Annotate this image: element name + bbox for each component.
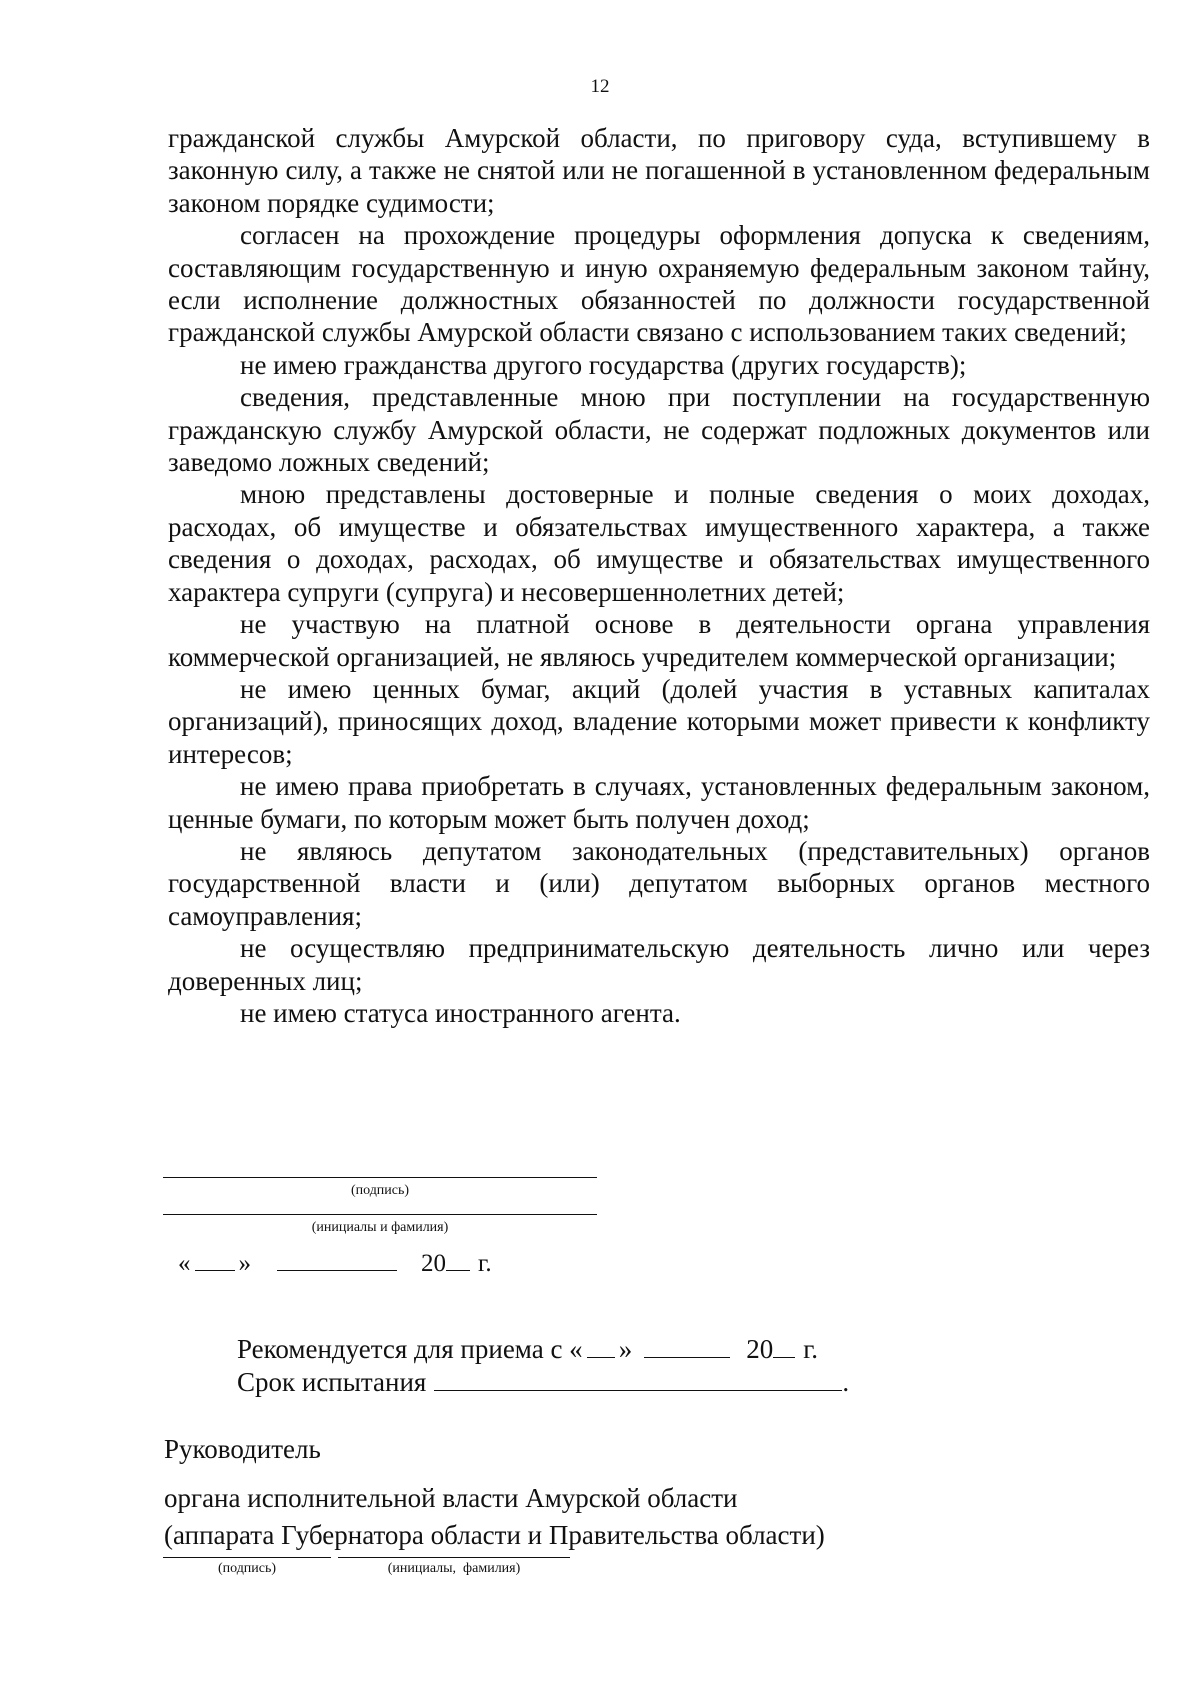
head-signature-line xyxy=(163,1557,331,1558)
name-line xyxy=(163,1214,597,1215)
head-title-line1: Руководитель xyxy=(164,1434,321,1464)
recommend-year-prefix: 20 xyxy=(746,1334,774,1364)
signature-line xyxy=(163,1177,597,1178)
declaration-paragraph: не осуществляю предпринимательскую деятельность лично или через доверенных лиц; xyxy=(168,933,1150,996)
date-year-prefix: 20 xyxy=(421,1250,446,1277)
probation-line xyxy=(237,1367,849,1398)
recommend-year-suffix: г. xyxy=(803,1334,818,1364)
probation-blank xyxy=(434,1389,842,1391)
declaration-paragraph: гражданской службы Амурской области, по приговору суда, вступившему в законную силу, а также не снятой или не погашенной в установленном федеральным законом порядке судимости; xyxy=(168,123,1150,218)
declaration-paragraph: не имею гражданства другого государства (других государств); xyxy=(240,349,967,380)
date-close-quote: » xyxy=(238,1250,251,1277)
recommend-close-quote: » xyxy=(618,1334,633,1364)
applicant-date-line xyxy=(178,1250,492,1278)
declaration-paragraph: не имею ценных бумаг, акций (долей участия в уставных капиталах организаций), приносящих доход, владение которыми может привести к конфликту интересов; xyxy=(168,673,1150,769)
recommend-month-blank xyxy=(644,1356,730,1358)
declaration-body xyxy=(168,122,1150,1029)
declaration-paragraph: не являюсь депутатом законодательных (представительных) органов государственной власти и (или) депутатом выборных органов местного самоуправления; xyxy=(168,835,1150,931)
head-title-line3: (аппарата Губернатора области и Правительства области) xyxy=(164,1520,825,1550)
date-open-quote: « xyxy=(178,1250,191,1277)
recommend-day-blank xyxy=(587,1356,615,1358)
name-caption: (инициалы и фамилия) xyxy=(311,1220,449,1235)
head-signature-block xyxy=(164,1431,825,1554)
date-year-suffix: г. xyxy=(478,1250,492,1277)
recommendation-line xyxy=(237,1334,818,1365)
day-blank xyxy=(195,1269,235,1271)
declaration-paragraph: не имею права приобретать в случаях, установленных федеральным законом, ценные бумаги, по которым может быть получен доход; xyxy=(168,771,1150,834)
head-signature-caption: (подпись) xyxy=(217,1561,277,1576)
month-blank xyxy=(277,1269,397,1271)
declaration-paragraph: не участвую на платной основе в деятельности органа управления коммерческой организацией, не являюсь учредителем коммерческой организации; xyxy=(168,609,1150,672)
recommend-prefix: Рекомендуется для приема с « xyxy=(237,1334,583,1364)
declaration-paragraph: сведения, представленные мною при поступлении на государственную гражданскую службу Амурской области, не содержат подложных документов или заведомо ложных сведений; xyxy=(168,382,1150,478)
declaration-paragraph: мною представлены достоверные и полные сведения о моих доходах, расходах, об имуществе и обязательствах имущественного характера, а также сведения о доходах, расходах, об имуществе и обязательствах имущественного характера супруги (супруга) и несовершеннолетних детей; xyxy=(168,479,1150,607)
recommend-year-blank xyxy=(773,1356,795,1358)
page-number: 12 xyxy=(590,76,610,97)
probation-label: Срок испытания xyxy=(237,1367,427,1397)
head-title-line2: органа исполнительной власти Амурской области xyxy=(164,1483,738,1513)
year-blank xyxy=(446,1269,470,1271)
head-name-caption: (инициалы, фамилия) xyxy=(387,1561,521,1576)
declaration-paragraph: не имею статуса иностранного агента. xyxy=(240,997,681,1028)
signature-caption: (подпись) xyxy=(350,1183,410,1198)
probation-end: . xyxy=(842,1367,850,1397)
declaration-paragraph: согласен на прохождение процедуры оформления допуска к сведениям, составляющим государственную и иную охраняемую федеральным законом тайну, если исполнение должностных обязанностей по должности государственной гражданской службы Амурской области связано с использованием таких сведений; xyxy=(168,220,1150,348)
head-name-line xyxy=(338,1557,570,1558)
